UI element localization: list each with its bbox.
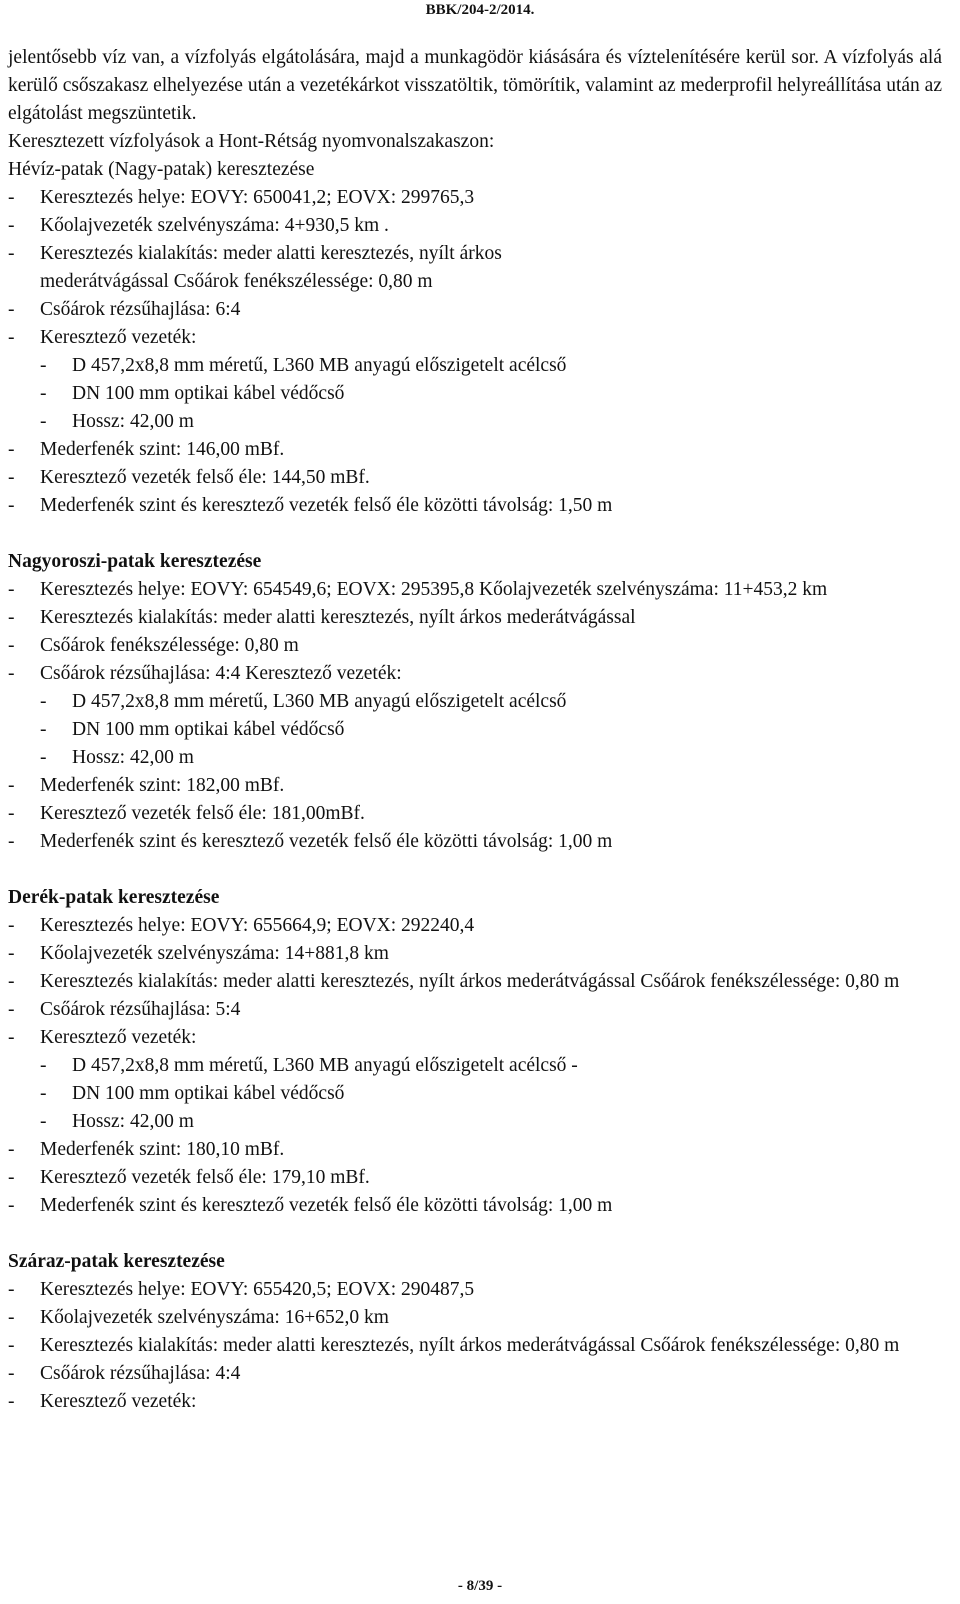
section-title-derek: Derék-patak keresztezése	[8, 887, 220, 908]
section-heviz	[8, 184, 942, 520]
sub-list-item: - DN 100 mm optikai kábel védőcső	[40, 383, 345, 404]
sub-list-item: - D 457,2x8,8 mm méretű, L360 MB anyagú előszigetelt acélcső -	[40, 1055, 578, 1076]
list-item-continuation: mederátvágással Csőárok fenékszélessége: 0,80 m	[40, 271, 433, 292]
sub-list-item: - DN 100 mm optikai kábel védőcső	[40, 719, 345, 740]
list-item: - Keresztezés helye: EOVY: 655420,5; EOVX: 290487,5	[8, 1279, 475, 1300]
list-item: - Csőárok rézsűhajlása: 4:4 Keresztező vezeték:	[8, 663, 402, 684]
list-item: - Csőárok rézsűhajlása: 5:4	[8, 999, 241, 1020]
list-item: - Keresztezés kialakítás: meder alatti keresztezés, nyílt árkos mederátvágással Csőárok fenékszélessége: 0,80 m	[8, 1335, 900, 1356]
document-id-header: BBK/204-2/2014.	[425, 2, 535, 18]
list-item: - Keresztezés helye: EOVY: 654549,6; EOVX: 295395,8 Kőolajvezeték szelvényszáma: 11+453,2 km	[8, 579, 828, 600]
section-derek	[8, 912, 942, 1220]
list-item: - Keresztezés helye: EOVY: 650041,2; EOVX: 299765,3	[8, 187, 475, 208]
list-item: - Keresztezés helye: EOVY: 655664,9; EOVX: 292240,4	[8, 915, 475, 936]
sub-list-item: - Hossz: 42,00 m	[40, 1111, 194, 1132]
list-item: - Keresztező vezeték:	[8, 1027, 197, 1048]
sub-list-item: - Hossz: 42,00 m	[40, 411, 194, 432]
list-item: - Keresztező vezeték felső éle: 179,10 mBf.	[8, 1167, 370, 1188]
list-item: - Keresztező vezeték felső éle: 181,00mBf.	[8, 803, 365, 824]
sub-list-item: - D 457,2x8,8 mm méretű, L360 MB anyagú előszigetelt acélcső	[40, 691, 567, 712]
list-item: - Keresztezés kialakítás: meder alatti keresztezés, nyílt árkos	[8, 243, 502, 264]
list-item: - Kőolajvezeték szelvényszáma: 16+652,0 km	[8, 1307, 389, 1328]
list-item: - Csőárok rézsűhajlása: 6:4	[8, 299, 241, 320]
section-title-szaraz: Száraz-patak keresztezése	[8, 1251, 225, 1272]
list-item: - Keresztező vezeték felső éle: 144,50 mBf.	[8, 467, 370, 488]
list-item: - Mederfenék szint és keresztező vezeték felső éle közötti távolság: 1,50 m	[8, 495, 613, 516]
list-item: - Csőárok rézsűhajlása: 4:4	[8, 1363, 241, 1384]
intro-paragraph: jelentősebb víz van, a vízfolyás elgátolására, majd a munkagödör kiásására és víztelenítésére kerül sor. A vízfolyás alá kerülő csőszakasz elhelyezése után a vezetékárkot visszatöltik, tömörítik, valamint az mederprofil helyreállítása után az elgátolást megszüntetik.	[8, 47, 942, 124]
page-body	[8, 44, 942, 1416]
section-title-nagyoroszi: Nagyoroszi-patak keresztezése	[8, 551, 262, 572]
list-item: - Keresztezés kialakítás: meder alatti keresztezés, nyílt árkos mederátvágással	[8, 607, 636, 628]
section-szaraz	[8, 1276, 942, 1416]
list-item: - Mederfenék szint: 146,00 mBf.	[8, 439, 285, 460]
sub-list-item: - D 457,2x8,8 mm méretű, L360 MB anyagú előszigetelt acélcső	[40, 355, 567, 376]
list-item: - Keresztező vezeték:	[8, 327, 197, 348]
list-item: - Mederfenék szint: 182,00 mBf.	[8, 775, 285, 796]
list-item: - Keresztező vezeték:	[8, 1391, 197, 1412]
section-nagyoroszi	[8, 576, 942, 856]
section-intro-line: Keresztezett vízfolyások a Hont-Rétság nyomvonalszakaszon:	[8, 131, 495, 152]
list-item: - Mederfenék szint és keresztező vezeték felső éle közötti távolság: 1,00 m	[8, 831, 613, 852]
page-number: - 8/39 -	[457, 1578, 503, 1594]
list-item: - Keresztezés kialakítás: meder alatti keresztezés, nyílt árkos mederátvágással Csőárok fenékszélessége: 0,80 m	[8, 971, 900, 992]
list-item: - Mederfenék szint és keresztező vezeték felső éle közötti távolság: 1,00 m	[8, 1195, 613, 1216]
sub-list-item: - Hossz: 42,00 m	[40, 747, 194, 768]
list-item: - Kőolajvezeték szelvényszáma: 14+881,8 km	[8, 943, 389, 964]
list-item: - Csőárok fenékszélessége: 0,80 m	[8, 635, 299, 656]
sub-list-item: - DN 100 mm optikai kábel védőcső	[40, 1083, 345, 1104]
list-item: - Mederfenék szint: 180,10 mBf.	[8, 1139, 285, 1160]
list-item: - Kőolajvezeték szelvényszáma: 4+930,5 km .	[8, 215, 389, 236]
section-title-heviz: Hévíz-patak (Nagy-patak) keresztezése	[8, 159, 315, 180]
